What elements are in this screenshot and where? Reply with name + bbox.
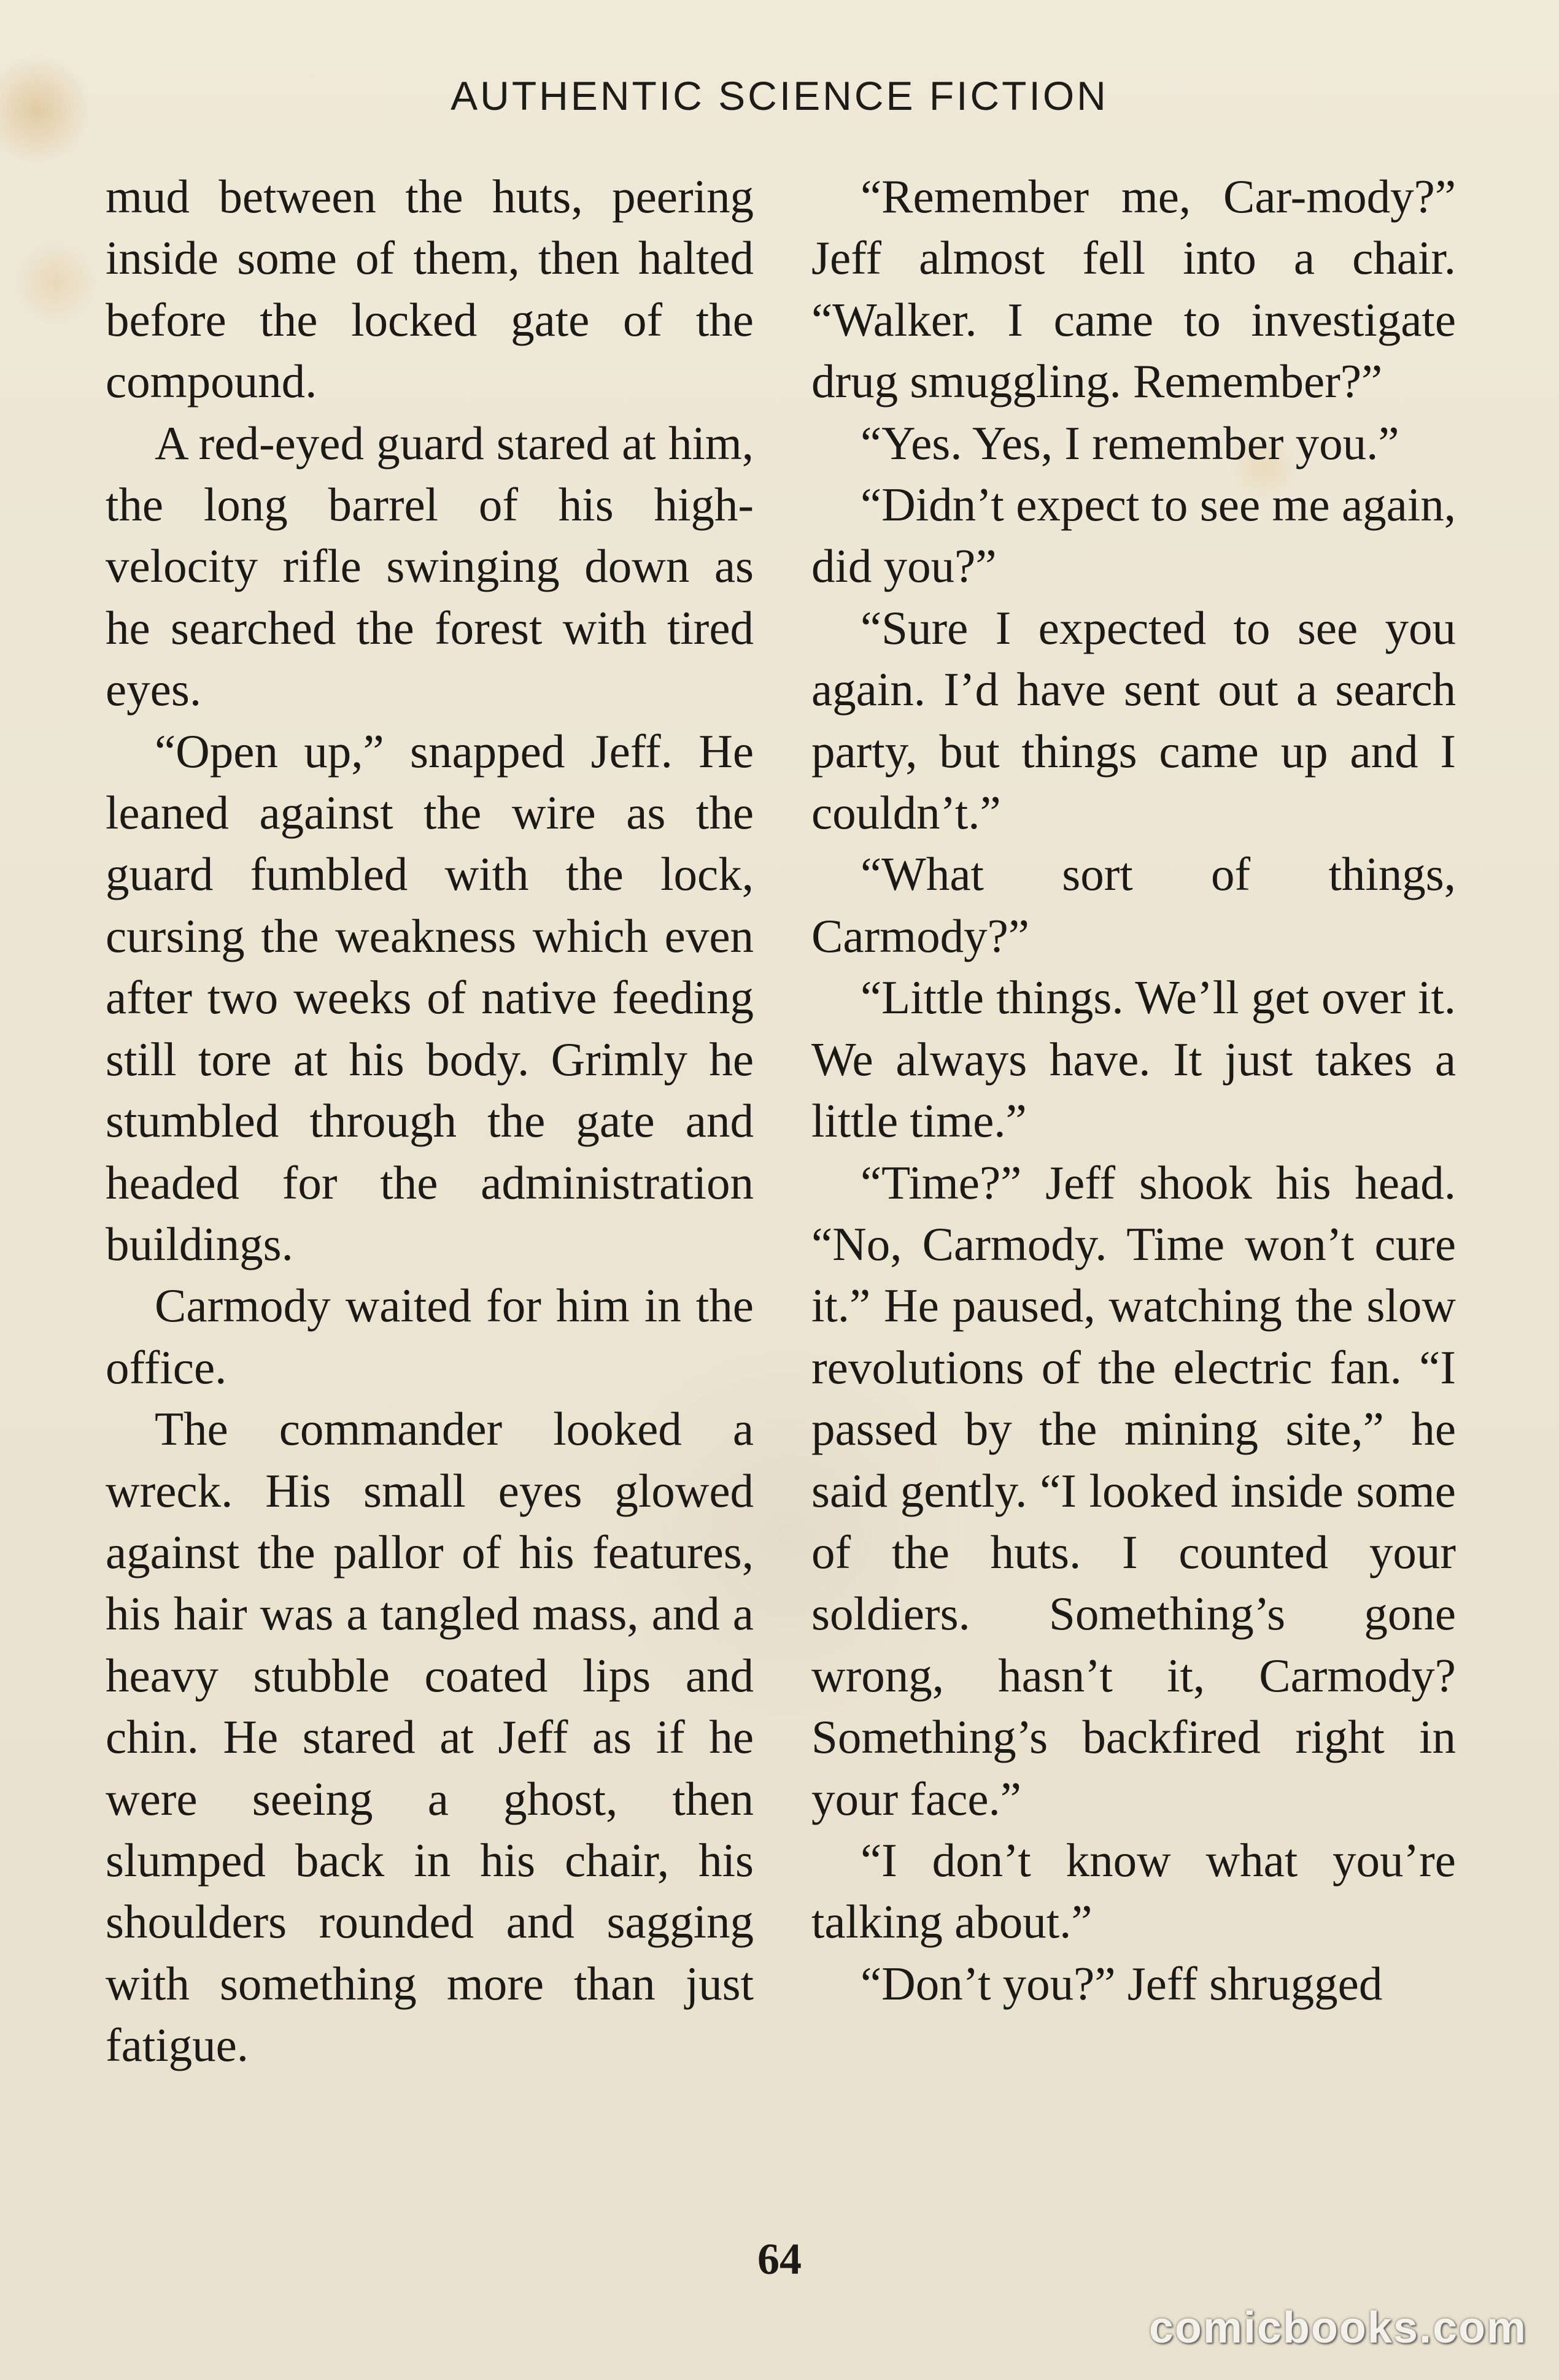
paragraph: “Little things. We’ll get over it. We always have. It just takes a little time.” [811,971,1456,1148]
left-text-column [106,166,754,2076]
page-number: 64 [757,2235,802,2284]
paragraph: “Yes. Yes, I remember you.” [861,416,1399,469]
right-text-column [811,166,1456,2014]
paragraph: “Open up,” snapped Jeff. He leaned against the wire as the guard fumbled with the lock, cursing the weakness which even after two weeks of native feeding still tore at his body. Grimly he stumbled through the gate and headed for the administration buildings. [106,724,754,1270]
paragraph: “Time?” Jeff shook his head. “No, Carmody. Time won’t cure it.” He paused, watching the slow revolutions of the electric fan. “I passed by the mining site,” he said gently. “I looked inside some of the huts. I counted your soldiers. Something’s gone wrong, hasn’t it, Carmody? Something’s backfired right in your face.” [811,1156,1456,1825]
paragraph: “Remember me, Car-mody?” Jeff almost fell into a chair. “Walker. I came to investigate drug smuggling. Remember?” [811,170,1456,408]
paragraph: A red-eyed guard stared at him, the long barrel of his high-velocity rifle swinging down as he searched the forest with tired eyes. [106,416,754,716]
paragraph: “Don’t you?” Jeff shrugged [861,1957,1383,2010]
paragraph: Carmody waited for him in the office. [106,1279,754,1394]
paragraph: “Sure I expected to see you again. I’d have sent out a search party, but things came up and I couldn’t.” [811,601,1456,840]
paragraph: “Didn’t expect to see me again, did you?” [811,478,1456,593]
paragraph: “I don’t know what you’re talking about.” [811,1833,1456,1949]
paragraph: mud between the huts, peering inside some of them, then halted before the locked gate of the compound. [106,170,754,408]
paragraph: The commander looked a wreck. His small eyes glowed against the pallor of his features, his hair was a tangled mass, and a heavy stubble coated lips and chin. He stared at Jeff as if he were seeing a ghost, then slumped back in his chair, his shoulders rounded and sagging with something more than just fatigue. [106,1402,754,2072]
watermark: comicbooks.com [1148,2303,1527,2352]
paragraph: “What sort of things, Carmody?” [811,848,1456,962]
running-head: AUTHENTIC SCIENCE FICTION [451,73,1108,118]
